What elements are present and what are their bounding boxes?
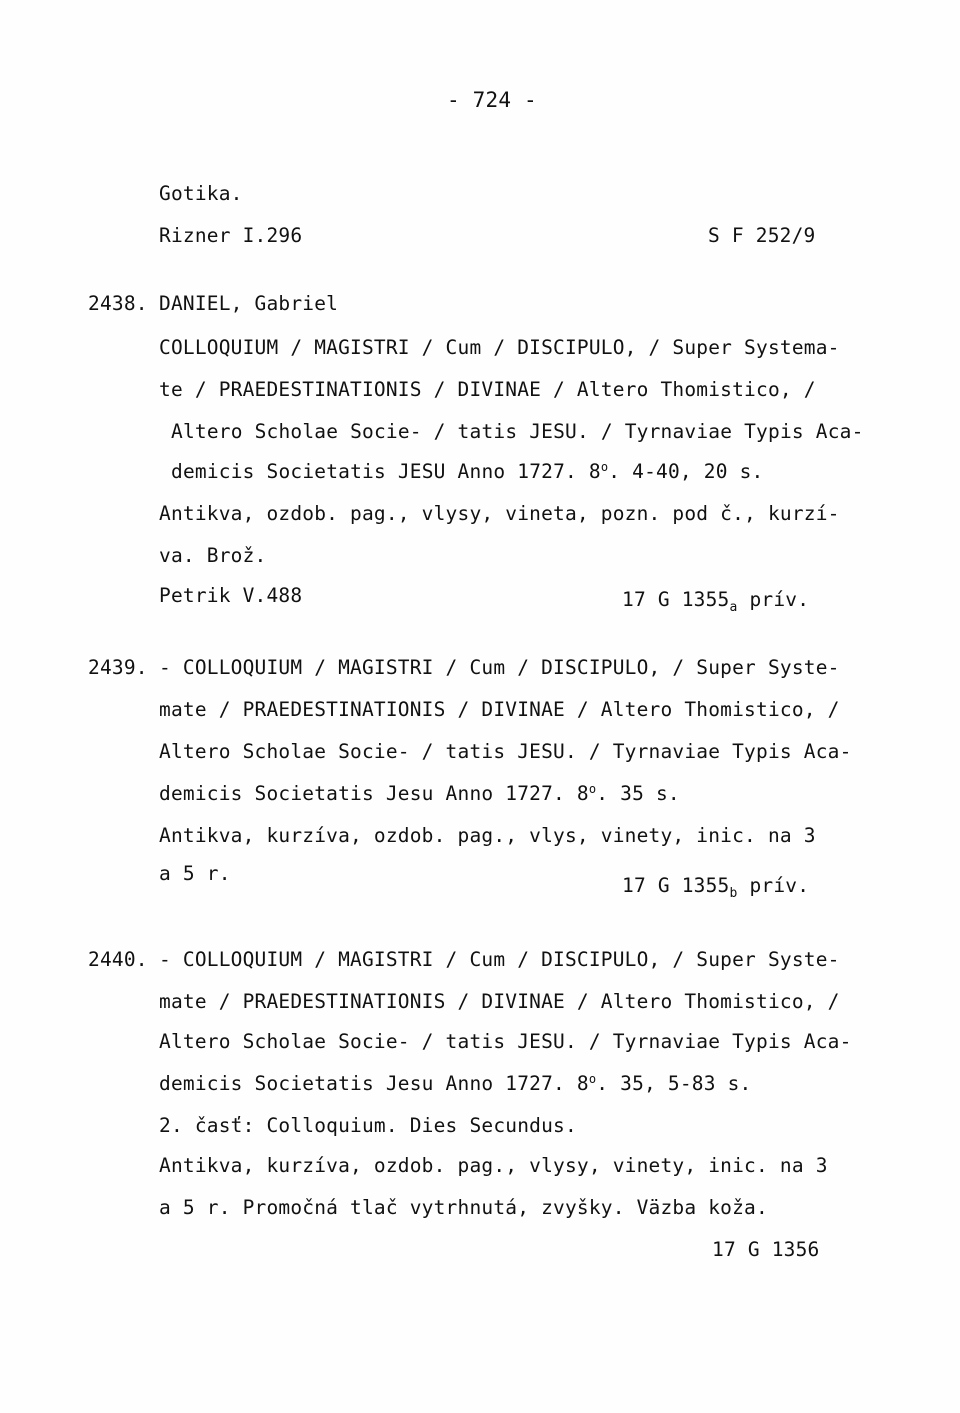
entry-2439-shelfmark: 17 G $1355_b$ prív. bbox=[622, 874, 810, 901]
entry-2439-description-line: Antikva, kurzíva, ozdob. pag., vlys, vinety, inic. na 3 bbox=[159, 824, 816, 847]
entry-2438-imprint-line: demicis Societatis JESU Anno 1727. 8$^o$. 4-40, 20 s. bbox=[171, 460, 764, 483]
entry-2440-number: 2440. bbox=[88, 948, 148, 971]
entry-2440-shelfmark: 17 G 1356 bbox=[712, 1238, 820, 1261]
page-number: - 724 - bbox=[447, 88, 537, 112]
entry-2440-description-line: a 5 r. Promočná tlač vytrhnutá, zvyšky. Väzba koža. bbox=[159, 1196, 768, 1219]
entry-2440-title-line: mate / PRAEDESTINATIONIS / DIVINAE / Altero Thomistico, / bbox=[159, 990, 840, 1013]
entry-2440-description-line: Antikva, kurzíva, ozdob. pag., vlysy, vinety, inic. na 3 bbox=[159, 1154, 828, 1177]
entry-2439-description-line: a 5 r. bbox=[159, 862, 231, 885]
entry-2438-description-line: va. Brož. bbox=[159, 544, 267, 567]
prev-entry-shelfmark: S F 252/9 bbox=[708, 224, 816, 247]
entry-2440-part-line: 2. časť: Colloquium. Dies Secundus. bbox=[159, 1114, 577, 1137]
entry-2438-reference: Petrik V.488 bbox=[159, 584, 303, 607]
prev-entry-reference: Rizner I.296 bbox=[159, 224, 303, 247]
entry-2438-description-line: Antikva, ozdob. pag., vlysy, vineta, pozn. pod č., kurzí- bbox=[159, 502, 840, 525]
prev-entry-note: Gotika. bbox=[159, 182, 243, 205]
entry-2438-title-line: COLLOQUIUM / MAGISTRI / Cum / DISCIPULO, / Super Systema- bbox=[159, 336, 840, 359]
entry-2439-title-line: - COLLOQUIUM / MAGISTRI / Cum / DISCIPULO, / Super Syste- bbox=[159, 656, 840, 679]
entry-2438-title-line: te / PRAEDESTINATIONIS / DIVINAE / Altero Thomistico, / bbox=[159, 378, 816, 401]
entry-2439-title-line: mate / PRAEDESTINATIONIS / DIVINAE / Altero Thomistico, / bbox=[159, 698, 840, 721]
entry-2439-imprint-line: demicis Societatis Jesu Anno 1727. 8$^o$. 35 s. bbox=[159, 782, 680, 805]
entry-2439-title-line: Altero Scholae Socie- / tatis JESU. / Tyrnaviae Typis Aca- bbox=[159, 740, 852, 763]
entry-2438-title-line: Altero Scholae Socie- / tatis JESU. / Tyrnaviae Typis Aca- bbox=[171, 420, 864, 443]
entry-2438-shelfmark: 17 G $1355_a$ prív. bbox=[622, 588, 810, 615]
entry-2439-number: 2439. bbox=[88, 656, 148, 679]
entry-2440-title-line: - COLLOQUIUM / MAGISTRI / Cum / DISCIPULO, / Super Syste- bbox=[159, 948, 840, 971]
entry-2440-imprint-line: demicis Societatis Jesu Anno 1727. 8$^o$. 35, 5-83 s. bbox=[159, 1072, 752, 1095]
entry-2438-number: 2438. bbox=[88, 292, 148, 315]
entry-2440-title-line: Altero Scholae Socie- / tatis JESU. / Tyrnaviae Typis Aca- bbox=[159, 1030, 852, 1053]
entry-2438-author: DANIEL, Gabriel bbox=[159, 292, 339, 315]
